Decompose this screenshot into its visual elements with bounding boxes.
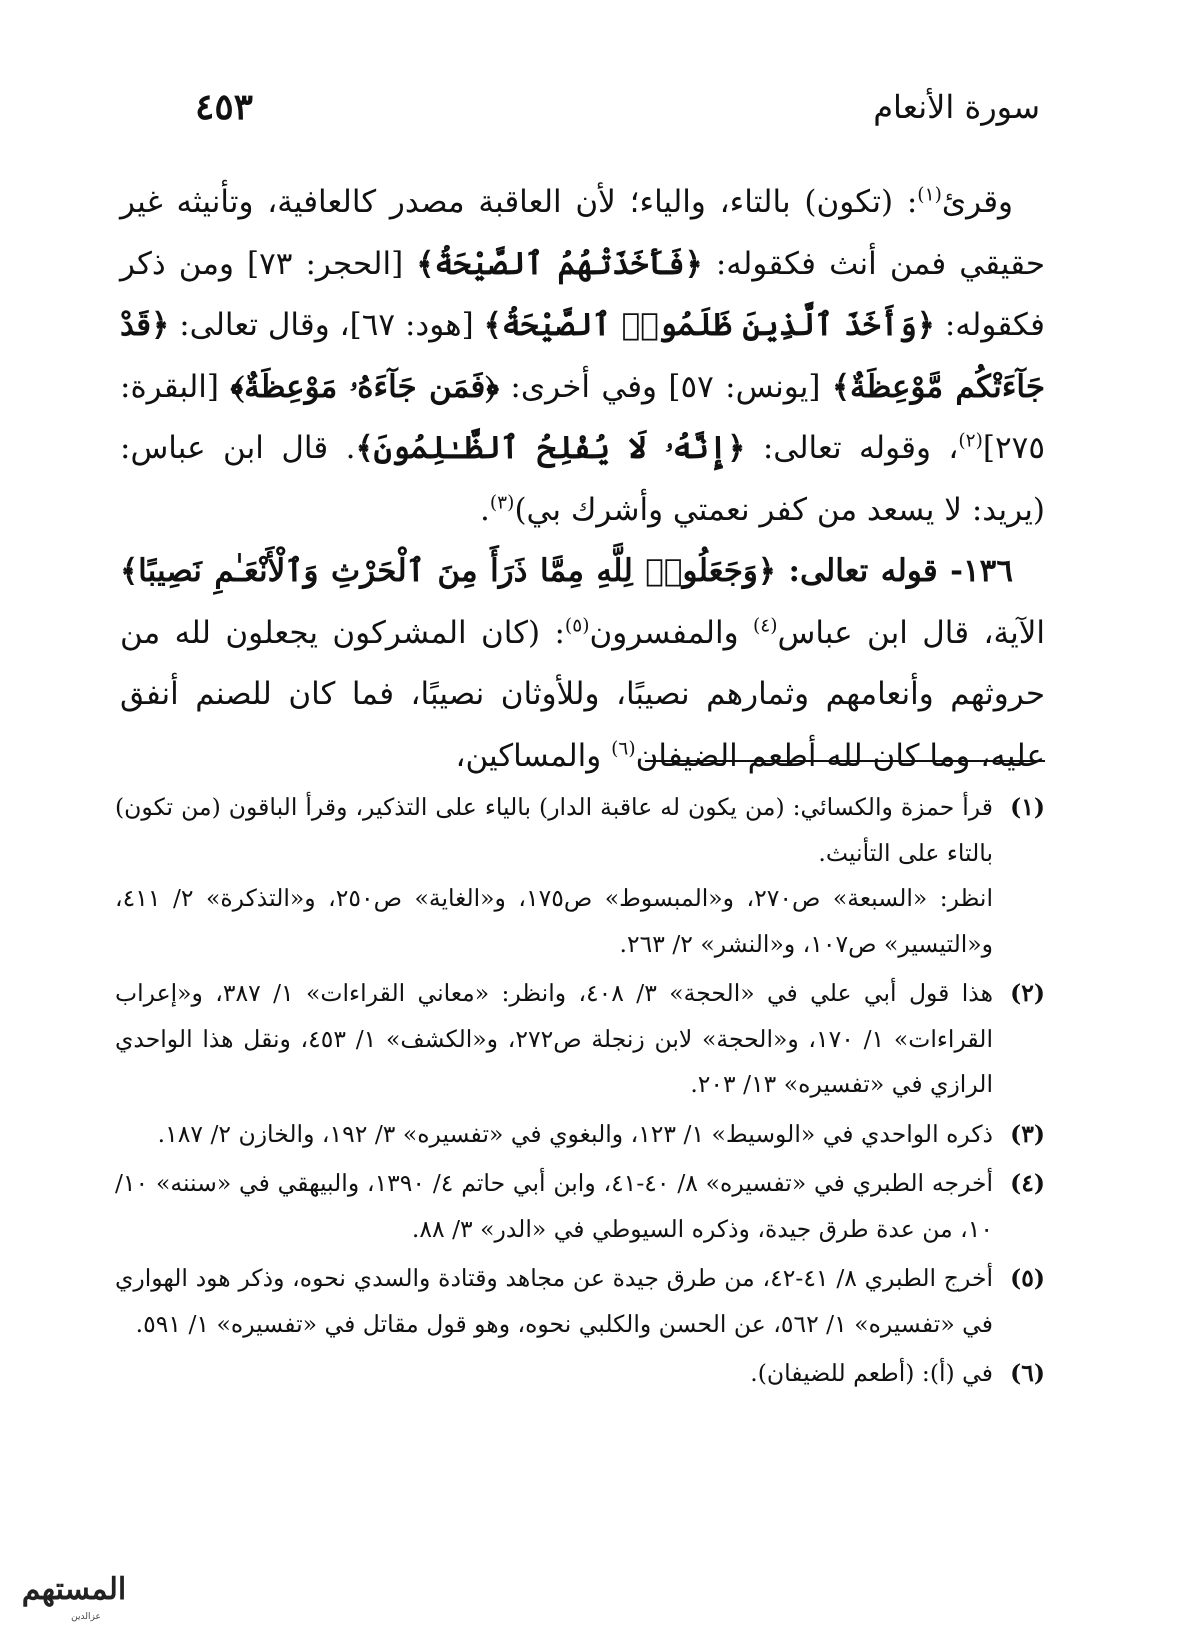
- text-run: [يونس: ٥٧] وفي أخرى:: [499, 368, 832, 405]
- footnote-divider: [645, 760, 1045, 762]
- footnote-ref-6: (٦): [611, 738, 636, 760]
- quran-quote: ﴿فَأَخَذَتْهُمُ ٱلصَّيْحَةُ﴾: [416, 245, 703, 282]
- footnote-2: [115, 971, 1045, 1108]
- footnote-body: [115, 1351, 993, 1397]
- footnote-4: [115, 1161, 1045, 1252]
- text-run: : (كان المشركون يجعلون لله من حروثهم وأنعامهم وثمارهم نصيبًا، وللأوثان نصيبًا، فما كان للصنم أنفق عليه، وما كان لله أطعم الضيفان: [120, 614, 1045, 774]
- text-run: والمساكين،: [455, 737, 612, 774]
- footnote-5: [115, 1256, 1045, 1347]
- page-header: [195, 82, 1040, 132]
- verse-number-lead: ١٣٦- قوله تعالى:: [776, 553, 1013, 589]
- text-run: [هود: ٦٧]، وقال تعالى:: [169, 307, 484, 343]
- footnote-ref-1: (١): [917, 184, 942, 206]
- footnote-body: [115, 785, 993, 967]
- footnote-line: قرأ حمزة والكسائي: (من يكون له عاقبة الدار) بالياء على التذكير، وقرأ الباقون (من تكون) بالتاء على التأنيث.: [115, 793, 993, 867]
- footnote-line: في (أ): (أطعم للضيفان).: [750, 1359, 993, 1387]
- logo-text: المستهم: [21, 1572, 127, 1607]
- footnote-number: (٣): [1010, 1119, 1045, 1148]
- footnote-line: هذا قول أبي علي في «الحجة» ٣/ ٤٠٨، وانظر: «معاني القراءات» ١/ ٣٨٧، و«إعراب القراءات» ١/ ١٧٠، و«الحجة» لابن زنجلة ص٢٧٢، و«الكشف» ١/ ٤٥٣، ونقل هذا الواحدي الرازي في «تفسيره» ١٣/ ٢٠٣.: [115, 979, 994, 1098]
- logo-subtext: عزالدين: [71, 1612, 101, 1622]
- text-run: : (تكون) بالتاء، والياء؛ لأن العاقبة مصدر كالعافية، وتأنيثه غير حقيقي فمن أنث فكقوله:: [120, 184, 1045, 282]
- footnote-body: [115, 1256, 993, 1347]
- footnote-3: [115, 1112, 1045, 1158]
- text-run: [البقرة: ٢٧٥]: [120, 368, 1045, 466]
- footnote-line: ذكره الواحدي في «الوسيط» ١/ ١٢٣، والبغوي في «تفسيره» ٣/ ١٩٢، والخازن ٢/ ١٨٧.: [157, 1119, 993, 1148]
- footnote-1: [115, 785, 1045, 967]
- text-run: والمفسرون: [589, 614, 753, 651]
- quran-quote: ﴿وَأَخَذَ ٱلَّذِينَ ظَلَمُوا۟ ٱلصَّيْحَةُ﴾: [483, 307, 935, 343]
- footnote-body: [115, 1112, 993, 1158]
- footnote-ref-2: (٢): [958, 430, 983, 452]
- paragraph-2: [120, 541, 1045, 787]
- footnote-ref-4: (٤): [752, 615, 778, 637]
- quran-quote: ﴿إِنَّهُۥ لَا يُفْلِحُ ٱلظَّـٰلِمُونَ﴾: [355, 430, 746, 466]
- footnotes: [115, 785, 1045, 1397]
- footnote-number: (٢): [1010, 979, 1045, 1007]
- quran-quote: ﴿فَمَن جَآءَهُۥ مَوْعِظَةٌ﴾: [230, 368, 500, 405]
- footnote-number: (٥): [1010, 1264, 1045, 1292]
- quran-quote: ﴿وَجَعَلُوا۟ لِلَّهِ مِمَّا ذَرَأَ مِنَ ٱلْحَرْثِ وَٱلْأَنْعَـٰمِ نَصِيبًا﴾: [120, 553, 776, 589]
- footnote-line: أخرجه الطبري في «تفسيره» ٨/ ٤٠-٤١، وابن أبي حاتم ٤/ ١٣٩٠، والبيهقي في «سننه» ١٠/ ١٠، من عدة طرق جيدة، وذكره السيوطي في «الدر» ٣/ ٨٨.: [115, 1169, 994, 1243]
- publisher-logo: [14, 1565, 134, 1625]
- text-run: . قال ابن عباس: (يريد: لا يسعد من كفر نعمتي وأشرك بي): [120, 430, 1045, 528]
- page-number: ٤٥٣: [195, 86, 254, 128]
- quran-quote: ﴿قَدْ جَآءَتْكُم مَّوْعِظَةٌ﴾: [120, 307, 1045, 405]
- main-text: [120, 172, 1045, 787]
- footnote-number: (١): [1010, 793, 1045, 821]
- footnote-6: [115, 1351, 1045, 1397]
- footnote-ref-5: (٥): [564, 615, 590, 637]
- footnote-ref-3: (٣): [489, 492, 515, 514]
- footnote-number: (٤): [1010, 1169, 1045, 1197]
- text-run: ، وقوله تعالى:: [745, 430, 959, 466]
- footnote-line: انظر: «السبعة» ص٢٧٠، و«المبسوط» ص١٧٥، و«الغاية» ص٢٥٠، و«التذكرة» ٢/ ٤١١، و«التيسير» ص١٠٧، و«النشر» ٢/ ٢٦٣.: [115, 884, 993, 958]
- text-run: .: [480, 491, 490, 528]
- paragraph-1: [120, 172, 1045, 541]
- footnote-body: [115, 1161, 993, 1252]
- surah-title: سورة الأنعام: [873, 88, 1040, 126]
- text-run: الآية، قال ابن عباس: [777, 614, 1046, 651]
- footnote-line: أخرج الطبري ٨/ ٤١-٤٢، من طرق جيدة عن مجاهد وقتادة والسدي نحوه، وذكر هود الهواري في «تفسيره» ١/ ٥٦٢، عن الحسن والكلبي نحوه، وهو قول مقاتل في «تفسيره» ١/ ٥٩١.: [115, 1264, 993, 1338]
- footnote-body: [115, 971, 993, 1108]
- text-run: وقرئ: [941, 184, 1013, 220]
- text-run: [الحجر: ٧٣] ومن ذكر فكقوله:: [120, 245, 1045, 343]
- footnote-number: (٦): [1010, 1359, 1045, 1387]
